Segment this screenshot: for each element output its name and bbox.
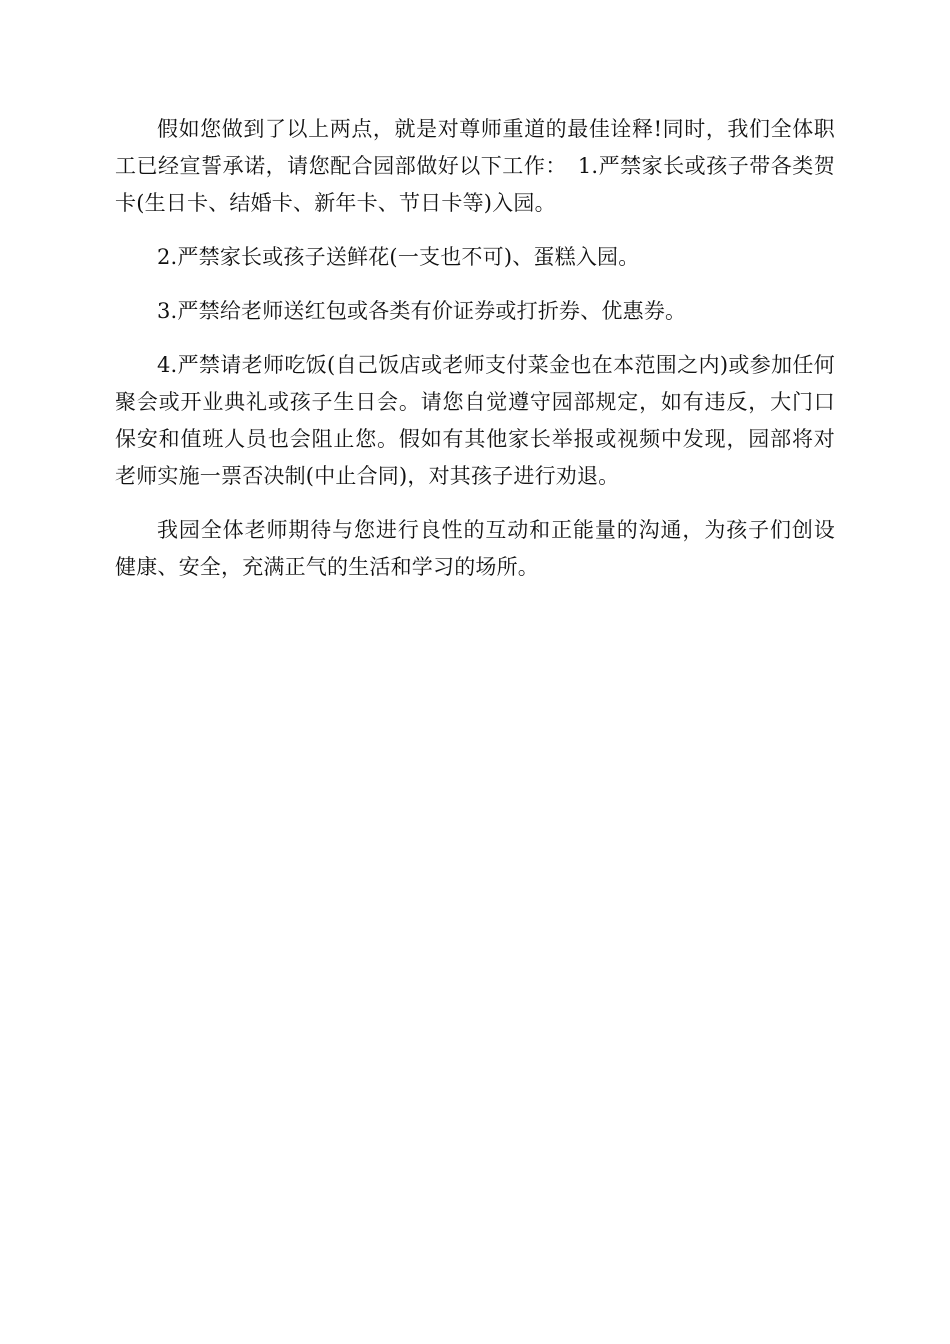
paragraph-intro-and-rule-1: 假如您做到了以上两点，就是对尊师重道的最佳诠释!同时，我们全体职工已经宣誓承诺，请您配合园部做好以下工作： 1.严禁家长或孩子带各类贺卡(生日卡、结婚卡、新年卡、节日卡等)入园。	[115, 117, 835, 215]
paragraph-rule-2: 2.严禁家长或孩子送鲜花(一支也不可)、蛋糕入园。	[157, 245, 640, 269]
document-body	[115, 111, 835, 603]
paragraph-closing: 我园全体老师期待与您进行良性的互动和正能量的沟通，为孩子们创设健康、安全，充满正气的生活和学习的场所。	[115, 518, 835, 579]
paragraph-rule-4: 4.严禁请老师吃饭(自己饭店或老师支付菜金也在本范围之内)或参加任何聚会或开业典礼或孩子生日会。请您自觉遵守园部规定，如有违反，大门口保安和值班人员也会阻止您。假如有其他家长举报或视频中发现，园部将对老师实施一票否决制(中止合同)，对其孩子进行劝退。	[115, 353, 835, 488]
paragraph-rule-3: 3.严禁给老师送红包或各类有价证券或打折券、优惠券。	[157, 299, 687, 323]
